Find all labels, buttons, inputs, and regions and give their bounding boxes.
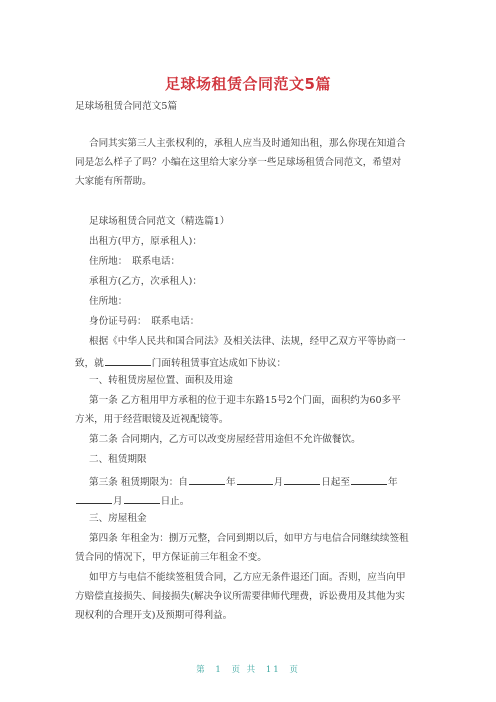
blank-field xyxy=(189,474,225,485)
article-3-line-1 xyxy=(89,474,398,489)
article-2: 第二条 合同期内，乙方可以改变房屋经营用途但不允许做餐饮。 xyxy=(89,434,361,445)
blank-field xyxy=(76,493,112,504)
intro-line-1: 合同其实第三人主张权利的，承租人应当及时通知出租，那么你现在知道合 xyxy=(89,138,406,149)
article-3-line-2 xyxy=(75,493,189,508)
blank-field xyxy=(105,355,151,366)
preamble-line-1: 根据《中华人民共和国合同法》及相关法律、法规，经甲乙双方平等协商一 xyxy=(89,336,406,347)
article-3-text-e: 年 xyxy=(387,477,398,488)
article-4b-line-3: 现权利的合理开支)及预期可得利益。 xyxy=(75,610,233,621)
preamble-text-a: 致，就 xyxy=(75,358,104,369)
article-4b-line-2: 方赔偿直接损失、间接损失(解决争议所需要律师代理费，诉讼费用及其他为实 xyxy=(75,591,405,602)
lessee-id-line: 身份证号码： 联系电话： xyxy=(89,316,200,327)
clause-heading-2: 二、租赁期限 xyxy=(89,454,147,465)
blank-field xyxy=(351,474,387,485)
article-3-text-f: 月 xyxy=(113,496,123,507)
blank-field xyxy=(284,474,320,485)
lessor-line: 出租方(甲方，原承租人)： xyxy=(89,236,203,247)
page-label: 第 xyxy=(196,665,207,675)
page-number: 1 xyxy=(215,665,223,675)
article-3-text-g: 日止。 xyxy=(160,496,190,507)
page-end: 页 xyxy=(289,665,300,675)
clause-heading-1: 一、转租赁房屋位置、面积及用途 xyxy=(89,375,233,386)
document-title: 足球场租赁合同范文5篇 xyxy=(165,75,331,93)
article-4b-line-1: 如甲方与电信不能续签租赁合同，乙方应无条件退还门面。否则，应当向甲 xyxy=(89,572,406,583)
article-1-line-1: 第一条 乙方租用甲方承租的位于迎丰东路15号2个门面，面积约为60多平 xyxy=(89,395,401,406)
article-3-text-d: 日起至 xyxy=(321,477,350,488)
section-heading: 足球场租赁合同范文（精选篇1） xyxy=(89,216,230,227)
article-3-text-b: 年 xyxy=(226,477,236,488)
article-3-text-c: 月 xyxy=(273,477,284,488)
intro-line-3: 大家能有所帮助。 xyxy=(75,176,152,187)
intro-line-2: 同是怎么样子了吗？小编在这里给大家分享一些足球场租赁合同范文，希望对 xyxy=(75,157,402,168)
article-4-line-2: 赁合同的情况下，甲方保证前三年租金不变。 xyxy=(75,552,267,563)
article-4-line-1: 第四条 年租金为：捌万元整，合同到期以后，如甲方与电信合同继续续签租 xyxy=(89,533,409,544)
preamble-text-b: 门面转租赁事宜达成如下协议： xyxy=(151,358,287,369)
blank-field xyxy=(124,493,160,504)
page-footer xyxy=(0,663,496,675)
page-total: 11 xyxy=(265,665,281,675)
article-1-line-2: 方米，用于经营眼镜及近视配镜等。 xyxy=(75,414,229,425)
lessor-address-line: 住所地： 联系电话： xyxy=(89,256,181,267)
blank-field xyxy=(237,474,273,485)
lessee-address-line: 住所地： xyxy=(89,296,128,307)
page-mid: 页 共 xyxy=(231,665,258,675)
preamble-line-2 xyxy=(75,355,286,370)
lessee-line: 承租方(乙方，次承租人)： xyxy=(89,276,203,287)
article-3-text-a: 第三条 租赁期限为：自 xyxy=(89,477,188,488)
clause-heading-3: 三、房屋租金 xyxy=(89,513,147,524)
subtitle: 足球场租赁合同范文5篇 xyxy=(75,101,178,112)
